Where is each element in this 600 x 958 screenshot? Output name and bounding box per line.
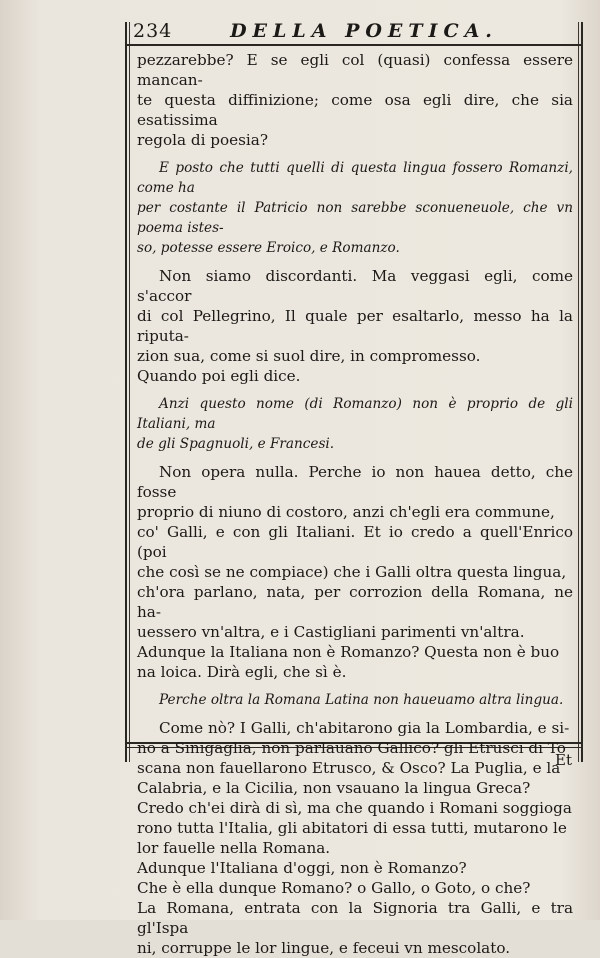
text-line: Credo ch'ei dirà di sì, ma che quando i Romani soggioga xyxy=(137,799,572,817)
text-line: Adunque la Italiana non è Romanzo? Questa non è buo xyxy=(137,643,560,661)
paragraph xyxy=(137,462,573,682)
text-line: proprio di niuno di costoro, anzi ch'egli era commune, xyxy=(137,503,555,521)
running-head: DELLA POETICA. xyxy=(230,20,498,42)
paragraph-gap xyxy=(137,710,573,718)
text-line: scana non fauellarono Etrusco, & Osco? La Puglia, e la xyxy=(137,759,561,777)
text-line: Che è ella dunque Romano? o Gallo, o Goto, o che? xyxy=(137,879,531,897)
quoted-passage xyxy=(137,690,573,710)
text-line: zion sua, come si suol dire, in compromesso. xyxy=(137,347,481,365)
text-line: Adunque l'Italiana d'oggi, non è Romanzo? xyxy=(137,859,467,877)
text-line: ni, corruppe le lor lingue, e feceui vn mescolato. xyxy=(137,939,511,957)
paragraph-gap xyxy=(137,150,573,158)
text-line: che così se ne compiace) che i Galli oltra questa lingua, xyxy=(137,563,567,581)
text-line: te questa diffinizione; come osa egli dire, che sia esatissima xyxy=(137,91,573,129)
frame-rule-right-inner xyxy=(578,22,579,762)
frame-rule-left xyxy=(125,22,127,762)
text-line: na loica. Dirà egli, che sì è. xyxy=(137,663,347,681)
text-line: Non opera nulla. Perche io non hauea detto, che fosse xyxy=(137,463,573,501)
quoted-passage xyxy=(137,158,573,258)
text-line: so, potesse essere Eroico, e Romanzo. xyxy=(137,240,400,256)
catchword: Et xyxy=(555,751,572,769)
text-line: regola di poesia? xyxy=(137,131,268,149)
text-line: lor fauelle nella Romana. xyxy=(137,839,331,857)
text-line: ch'ora parlano, nata, per corrozion della Romana, ne ha- xyxy=(137,583,573,621)
quoted-passage xyxy=(137,394,573,454)
text-line: Come nò? I Galli, ch'abitarono gia la Lombardia, e si- xyxy=(159,719,570,737)
text-line: rono tutta l'Italia, gli abitatori di essa tutti, mutarono le xyxy=(137,819,567,837)
text-line: per costante il Patricio non sarebbe sconueneuole, che vn poema istes- xyxy=(137,200,573,236)
paragraph-gap xyxy=(137,386,573,394)
text-line: Non siamo discordanti. Ma veggasi egli, come s'accor xyxy=(137,267,573,305)
paragraph xyxy=(137,50,573,150)
text-line: Calabria, e la Cicilia, non vsauano la lingua Greca? xyxy=(137,779,531,797)
text-line: de gli Spagnuoli, e Francesi. xyxy=(137,436,335,452)
text-frame xyxy=(125,14,583,957)
paragraph xyxy=(137,266,573,386)
frame-rule-left-inner xyxy=(129,22,130,762)
text-line: co' Galli, e con gli Italiani. Et io credo a quell'Enrico (poi xyxy=(137,523,573,561)
text-line: Perche oltra la Romana Latina non haueuamo altra lingua. xyxy=(159,692,564,708)
paragraph-gap xyxy=(137,682,573,690)
paragraph xyxy=(137,718,573,958)
text-line: pezzarebbe? E se egli col (quasi) confessa essere mancan- xyxy=(137,51,573,89)
text-line: no a Sinigaglia, non parlauano Gallico? gli Etrusci di To xyxy=(137,739,566,757)
text-line: uessero vn'altra, e i Castigliani parimenti vn'altra. xyxy=(137,623,525,641)
page-number: 234 xyxy=(133,20,173,42)
text-line: di col Pellegrino, Il quale per esaltarlo, messo ha la riputa- xyxy=(137,307,573,345)
text-line: La Romana, entrata con la Signoria tra Galli, e tra gl'Ispa xyxy=(137,899,573,937)
text-line: E posto che tutti quelli di questa lingua fossero Romanzi, come ha xyxy=(137,160,573,196)
text-line: Anzi questo nome (di Romanzo) non è proprio de gli Italiani, ma xyxy=(137,396,573,432)
frame-rule-right xyxy=(581,22,583,762)
paragraph-gap xyxy=(137,454,573,462)
frame-rule-top xyxy=(125,44,583,46)
page-header xyxy=(133,16,575,42)
paragraph-gap xyxy=(137,258,573,266)
text-line: Quando poi egli dice. xyxy=(137,367,301,385)
body-text xyxy=(137,50,573,958)
